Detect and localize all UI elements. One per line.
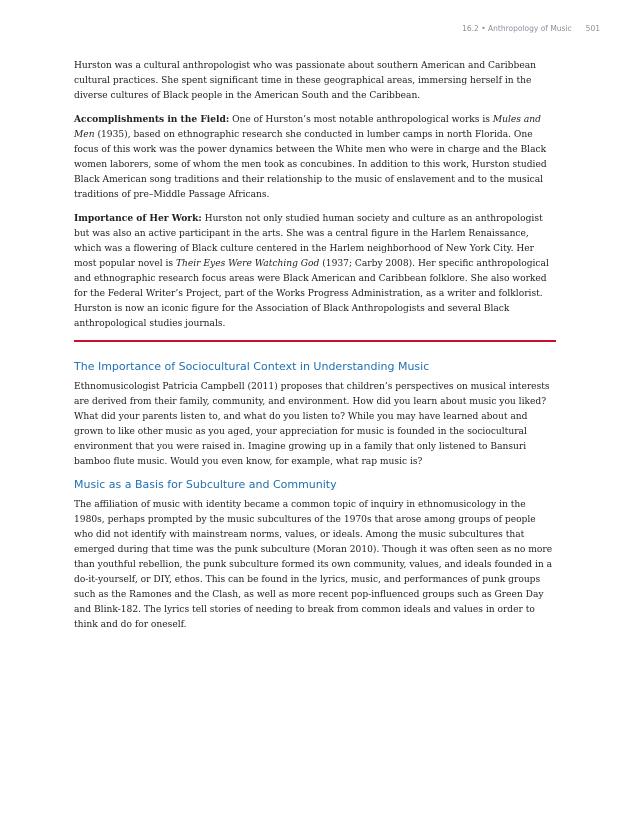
- intro-paragraph: Hurston was a cultural anthropologist who was passionate about southern American and Caribbean cultural practices. She spent significant time in these geographical areas, immersing herself in the diverse cultures of Black people in the American South and the Caribbean.: [74, 61, 536, 101]
- section-divider: [74, 340, 556, 342]
- importance-text-before: Hurston not only studied human society and culture as an anthropologist but was also an active participant in the arts. She was a central figure in the Harlem Renaissance, which was a flowering of Black culture centered in the Harlem neighborhood of New York City. Her most popular novel is: [74, 214, 543, 269]
- accomplishments-text-before: One of Hurston’s most notable anthropological works is: [229, 115, 493, 125]
- section-body-subculture: The affiliation of music with identity became a common topic of inquiry in ethnomusicology in the 1980s, perhaps prompted by the music subcultures of the 1970s that arose among groups of people who did not identify with mainstream norms, values, or ideals. Among the music subcultures that emerged during that time was the punk subculture (Moran 2010). Though it was often seen as no more than youthful rebellion, the punk subculture formed its own community, values, and ideals founded in a do-it-yourself, or DIY, ethos. This can be found in the lyrics, music, and performances of punk groups such as the Ramones and the Clash, as well as more recent pop-influenced groups such as Green Day and Blink-182. The lyrics tell stories of needing to break from common ideals and values in order to think and do for oneself.: [74, 500, 553, 630]
- importance-label: Importance of Her Work:: [74, 213, 202, 224]
- accomplishments-paragraph: [74, 112, 556, 203]
- importance-text-after: (1937; Carby 2008). Her specific anthropological and ethnographic research focus areas were Black American and Caribbean folklore. She also worked for the Federal Writer’s Project, part of the Works Progress Administration, as a writer and folklorist. Hurston is now an iconic figure for the Association of Black Anthropologists and several Black anthropological studies journals.: [74, 259, 549, 329]
- importance-book-title: Their Eyes Were Watching God: [175, 259, 320, 269]
- accomplishments-book-title: Mules and Men: [74, 115, 541, 140]
- accomplishments-text-after: (1935), based on ethnographic research she conducted in lumber camps in north Florida. One focus of this work was the power dynamics between the White men who were in charge and the Black women laborers, some of whom the men took as concubines. In addition to this work, Hurston studied Black American song traditions and their relationship to the music of enslavement and to the musical traditions of pre–Middle Passage Africans.: [74, 130, 547, 200]
- accomplishments-label: Accomplishments in the Field:: [74, 114, 230, 125]
- running-head: [462, 24, 600, 33]
- page-number: 501: [585, 24, 600, 33]
- main-content: [74, 59, 556, 641]
- importance-paragraph: [74, 211, 556, 332]
- section-heading-sociocultural: The Importance of Sociocultural Context in Understanding Music: [74, 360, 430, 373]
- section-heading-subculture: Music as a Basis for Subculture and Community: [74, 478, 337, 491]
- section-body-sociocultural: Ethnomusicologist Patricia Campbell (2011) proposes that children’s perspectives on musical interests are derived from their family, community, and environment. How did you learn about music you liked? What did your parents listen to, and what do you listen to? While you may have learned about and grown to like other music as you aged, your appreciation for music is founded in the sociocultural environment that you were raised in. Imagine growing up in a family that only listened to Bansuri bamboo flute music. Would you even know, for example, what rap music is?: [74, 382, 550, 467]
- running-head-section: 16.2 • Anthropology of Music: [462, 24, 572, 33]
